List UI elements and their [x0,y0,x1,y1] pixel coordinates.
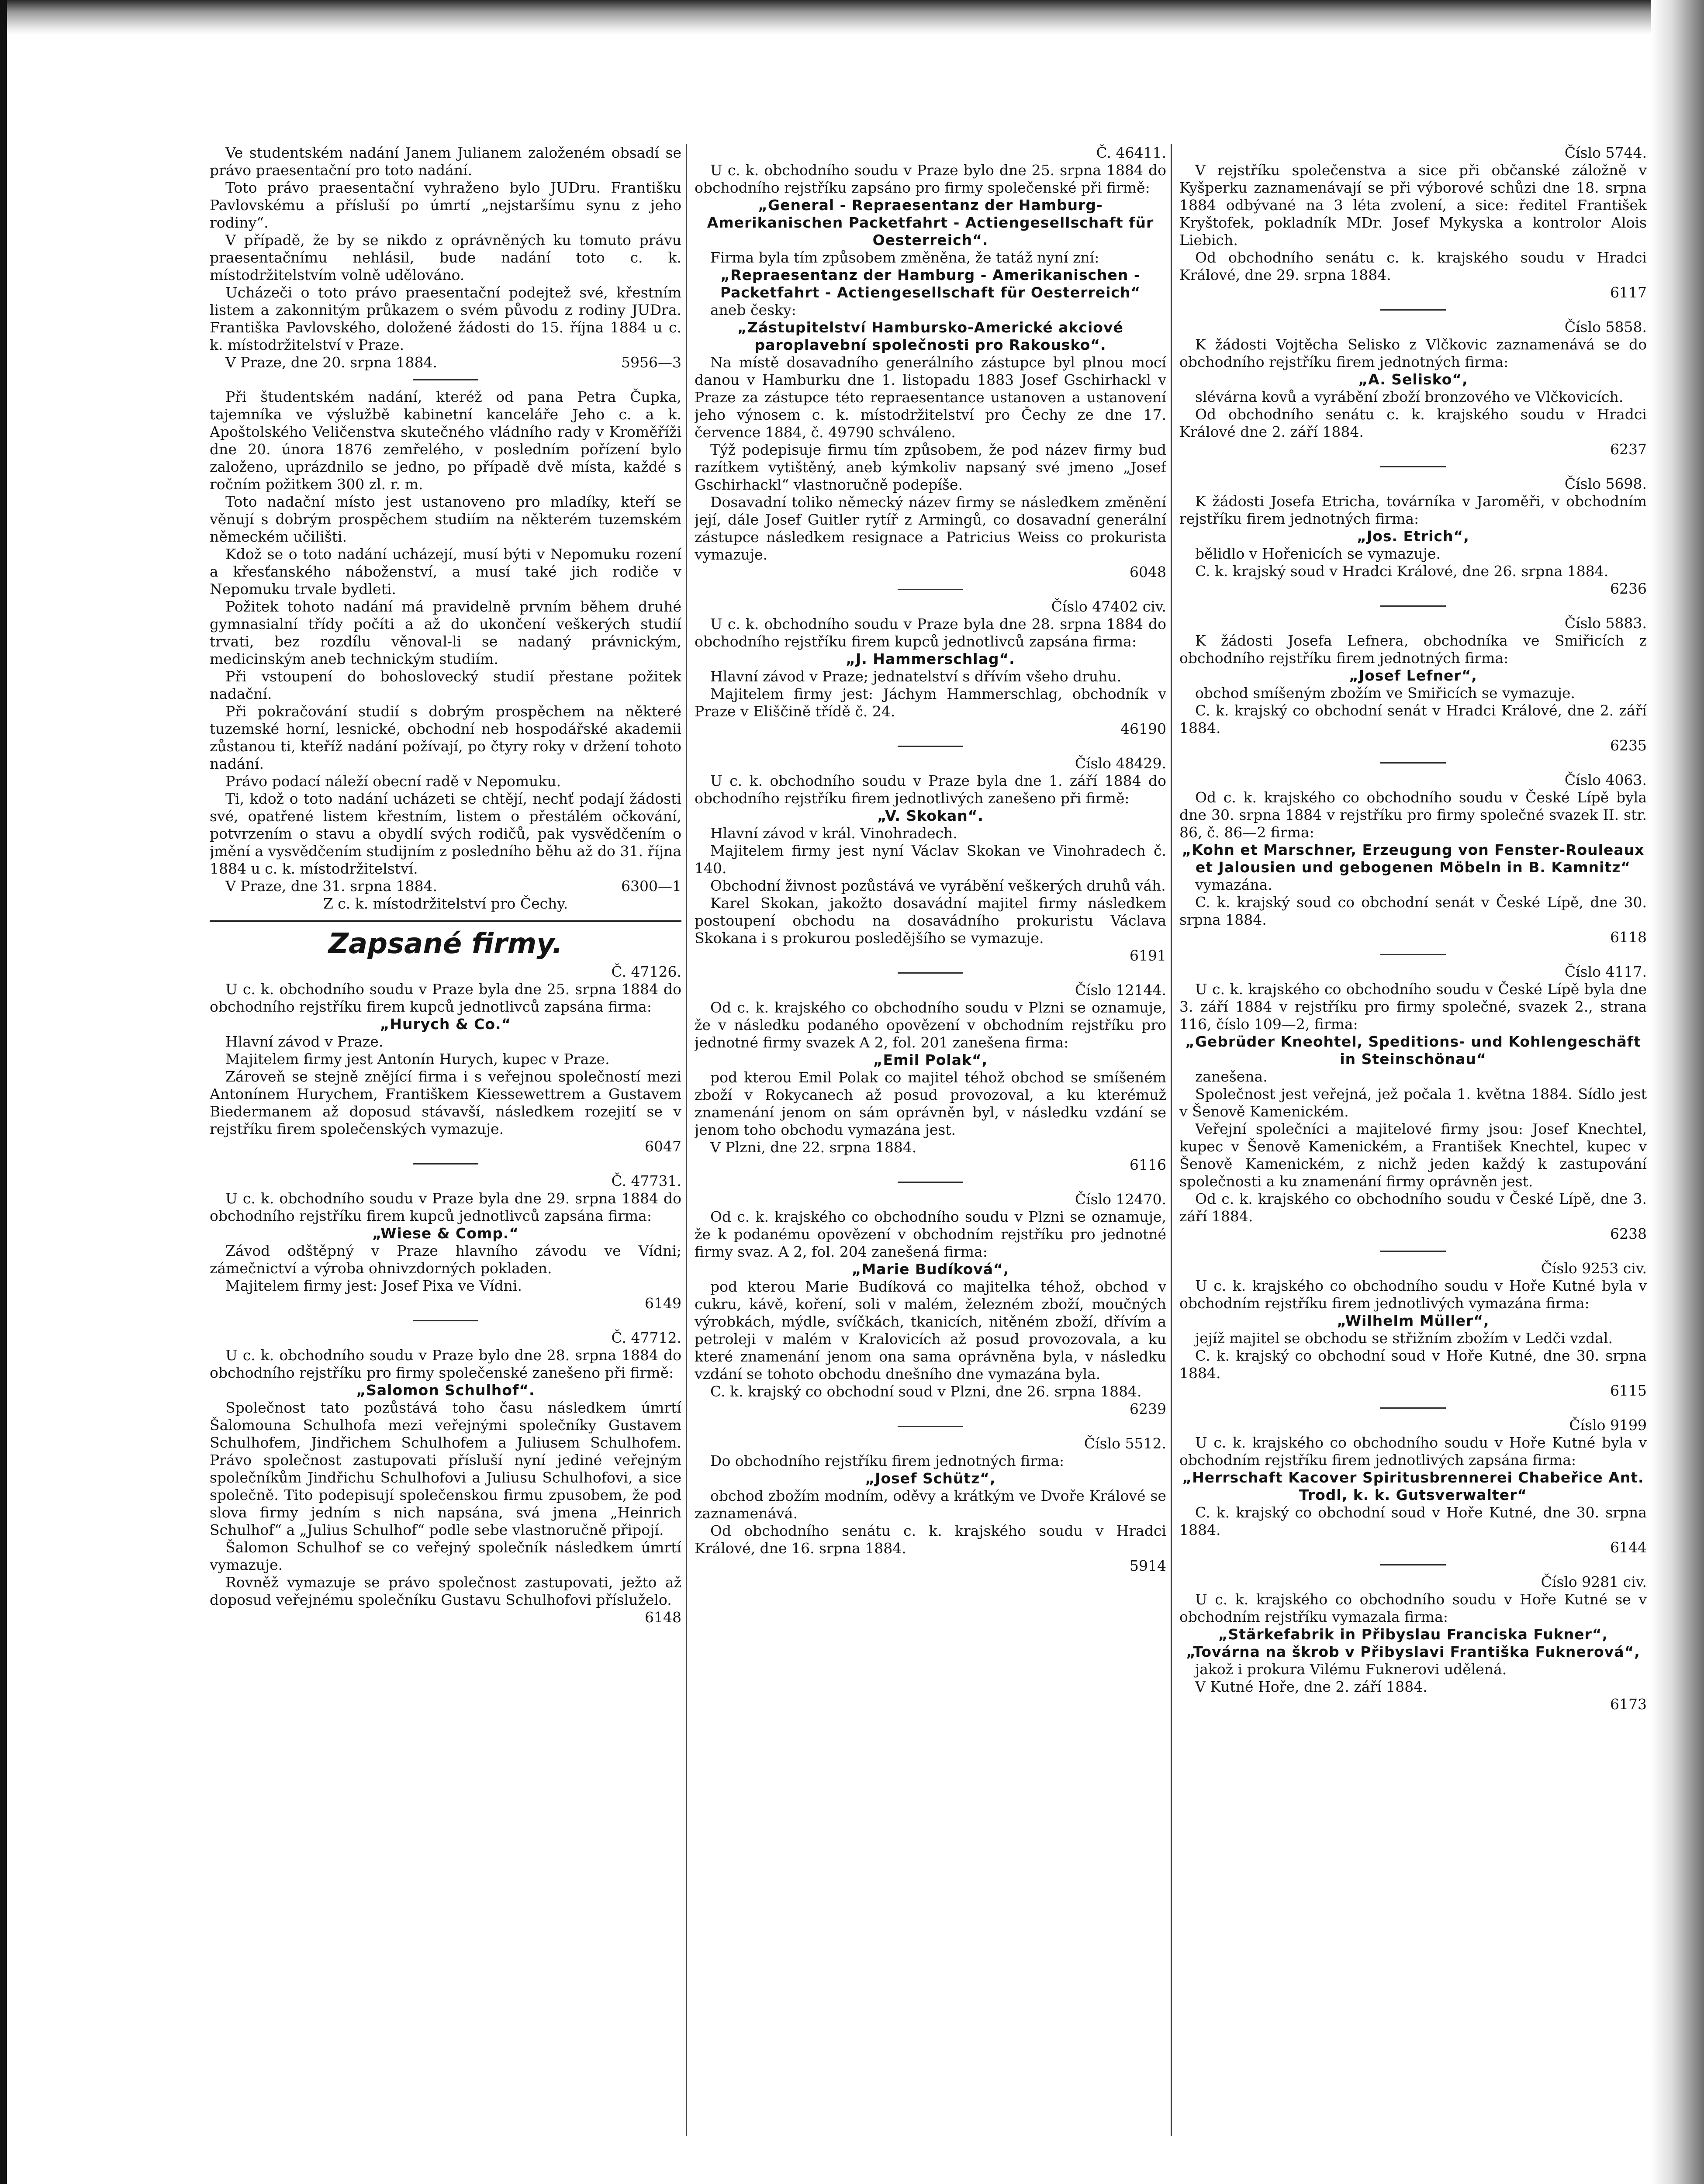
reference-number: 6117 [1610,284,1647,301]
entry-paragraph: U c. k. obchodního soudu v Praze bylo dne 25. srpna 1884 do obchodního rejstříku zapsáno pro firmy společenské při firmě: [695,162,1166,196]
notice-paragraph: Toto právo praesentační vyhraženo bylo JUDru. Františku Pavlovskému a přísluší po úmrtí „nejstaršímu synu z jeho rodiny“. [210,179,681,231]
firm-name: „Stärkefabrik in Přibyslau Franciska Fukner“, [1218,1626,1608,1643]
firm-entry [1179,318,1647,458]
notice-paragraph: Toto nadační místo jest ustanoveno pro mladíky, kteří se věnují s dobrým prospěchem studiím na některém tuzemském německém učilišti. [210,493,681,545]
firm-entry [695,144,1166,581]
firm-name: „Továrna na škrob v Přibyslavi Františka Fuknerová“, [1186,1643,1640,1660]
reference-number: 5956—3 [621,354,681,371]
reference-number: 5914 [1130,1557,1166,1574]
entry-number: Číslo 47402 civ. [1051,598,1166,615]
entry-paragraph: Firma byla tím způsobem změněna, že tatáž nyní zní: [710,249,1099,266]
firm-name: „Josef Schütz“, [865,1470,996,1487]
separator-rule [1380,1407,1446,1409]
notice-paragraph: Ti, kdož o toto nadání ucházeti se chtějí, nechť podají žádosti své, opatřené listem křestním, listem o přestálém očkování, potvrzením o stavu a obydlí svých rodičů, pak vysvědčením o jmění a vysvědčením studijním z posledního běhu až do 31. října 1884 u c. k. místodržitelství. [210,790,681,877]
entry-paragraph: Hlavní závod v Praze. [225,1033,384,1050]
entry-paragraph: Majitelem firmy jest Antonín Hurych, kupec v Praze. [225,1051,610,1068]
column-right [1179,144,1647,2136]
notice-paragraph: Požitek tohoto nadání má pravidelně prvním během druhé gymnasialní třídy počíti a až do ukončení veškerých studií trvati, bez rozdílu věnoval-li se nadaný právnickým, medicinským aneb technickým studiím. [210,598,681,667]
notice-paragraph: Kdož se o toto nadání ucházejí, musí býti v Nepomuku rození a křesťanského náboženství, a musí také jich rodiče v Nepomuku trvale bydleti. [210,546,681,598]
entry-number: Č. 47731. [611,1172,681,1189]
entry-paragraph: Společnost jest veřejná, jež počala 1. května 1884. Sídlo jest v Šenově Kamenickém. [1179,1085,1647,1120]
separator-rule [1380,1251,1446,1252]
notice-paragraph: Při pokračování studií s dobrým prospěchem na některé tuzemské horní, lesnické, obchodní neb hospodářské akademii zůstanou ti, kteříž nadání požívají, po čtyry roky v držení tohoto nadání. [210,703,681,772]
firm-name: „Josef Lefner“, [1349,667,1477,684]
entry-number: Číslo 4117. [1564,963,1647,980]
separator-rule [1380,605,1446,607]
reference-number: 6116 [1130,1156,1166,1173]
entry-paragraph: Veřejní společníci a majitelové firmy jsou: Josef Knechtel, kupec v Šenově Kamenickém, a František Knechtel, kupec v Šenově Kamenickém, z nichž jeden každý k zastupování společnosti a ku znamenání firmy oprávněn jest. [1179,1120,1647,1190]
separator-rule [210,920,681,922]
reference-number: 6239 [1130,1400,1166,1417]
firm-name: „Wiese & Comp.“ [372,1225,519,1242]
firm-entry [1179,1260,1647,1400]
scan-top-shadow [7,0,1704,35]
entry-number: Číslo 5698. [1564,475,1647,492]
firm-entry [695,598,1166,738]
entry-paragraph: Od c. k. krajského co obchodního soudu v Plzni se oznamuje, že v následku podaného opovězení v obchodním rejstříku pro jednotné firmy svazek A 2, fol. 201 zanešena firma: [695,999,1166,1051]
entry-number: Číslo 5744. [1564,144,1647,161]
column-left [210,144,681,2136]
entry-paragraph: jejíž majitel se obchodu se střižním zbožím v Ledči vzdal. [1195,1330,1613,1347]
firm-name: „Marie Budíková“, [851,1261,1009,1278]
notice-paragraph: Ve studentském nadání Janem Julianem založeném obsadí se právo praesentační pro toto nadání. [210,144,681,179]
entry-paragraph: Hlavní závod v král. Vinohradech. [710,825,957,842]
entry-paragraph: obchod smíšeným zbožím ve Smiřicích se vymazuje. [1195,684,1576,702]
firm-entry [1179,615,1647,754]
firm-name: „Jos. Etrich“, [1357,528,1469,545]
entry-number: Číslo 5883. [1564,615,1647,632]
column-divider [1171,144,1172,2136]
reference-number: 6238 [1610,1225,1647,1242]
entry-paragraph: Dosavadní toliko německý název firmy se následkem změnění její, dále Josef Guitler rytíř z Armingů, co dosavadní generální zástupce následkem resignace a Patricius Weiss co prokurista vymazuje. [695,494,1166,563]
issuing-authority: Z c. k. místodržitelství pro Čechy. [323,895,568,912]
entry-paragraph: Závod odštěpný v Praze hlavního závodu ve Vídni; zámečnictví a výroba ohnivzdorných pokladen. [210,1242,681,1277]
separator-rule [1380,954,1446,955]
entry-paragraph: Hlavní závod v Praze; jednatelství s dřívím všeho druhu. [710,668,1122,685]
entry-number: Číslo 4063. [1564,771,1647,788]
entry-number: Číslo 9199 [1569,1417,1647,1434]
entry-paragraph: U c. k. krajského co obchodního soudu v České Lípě byla dne 3. září 1884 v rejstříku pro firmy společné, svazek 2., strana 116, číslo 109—2, firma: [1179,981,1647,1033]
firm-entry [1179,1573,1647,1713]
entry-paragraph: C. k. krajský co obchodní senát v Hradci Králové, dne 2. září 1884. [1179,702,1647,736]
notice-paragraph: V případě, že by se nikdo z oprávněných ku tomuto právu praesentačnímu nehlásil, bude nadání toto c. k. místodržitelstvím volně udělováno. [210,232,681,283]
firm-name: „Kohn et Marschner, Erzeugung von Fenster-Rouleaux et Jalousien und gebogenen Möbeln in B. Kamnitz“ [1182,841,1645,876]
entry-paragraph: Rovněž vymazuje se právo společnost zastupovati, ježto až doposud veřejnému společníku Gustavu Schulhofovi přísluželo. [210,1574,681,1608]
notice-paragraph: Právo podací náleží obecní radě v Nepomuku. [225,773,561,790]
firm-entry [695,1435,1166,1575]
entry-number: Číslo 9253 civ. [1541,1260,1647,1277]
firm-entry [1179,144,1647,301]
entry-paragraph: C. k. krajský co obchodní soud v Hoře Kutné, dne 30. srpna 1884. [1179,1504,1647,1538]
separator-rule [1380,1564,1446,1565]
entry-paragraph: bělidlo v Hořenicích se vymazuje. [1195,545,1441,562]
column-middle [695,144,1166,2136]
entry-paragraph: slévárna kovů a vyrábění zboží bronzového ve Vlčkovicích. [1195,388,1624,405]
reference-number: 6118 [1610,929,1647,946]
entry-paragraph: Od c. k. krajského co obchodního soudu v České Lípě, dne 3. září 1884. [1179,1190,1647,1225]
entry-paragraph: U c. k. obchodního soudu v Praze byla dne 29. srpna 1884 do obchodního rejstříku firem kupců jednotlivců zapsána firma: [210,1190,681,1224]
notice-paragraph: Při vstoupení do bohoslovecký studií přestane požitek nadační. [210,668,681,702]
entry-paragraph: V rejstříku společenstva a sice při občanské záložně v Kyšperku zaznamenávají se při výborové schůzi dne 18. srpna 1884 odbývané na 3 léta zvolení, a sice: ředitel František Kryštofek, pokladník MDr. Josef Mykyska a kontrolor Alois Liebich. [1179,162,1647,249]
entry-number: Č. 47126. [611,963,681,980]
entry-number: Číslo 9281 civ. [1541,1573,1647,1590]
entry-number: Číslo 12144. [1075,981,1166,999]
firm-entry [1179,963,1647,1243]
scholarship-notice [210,144,681,371]
firm-entry [1179,475,1647,598]
entry-paragraph: C. k. krajský co obchodní soud v Hoře Kutné, dne 30. srpna 1884. [1179,1347,1647,1382]
firm-name: „Salomon Schulhof“. [356,1382,535,1399]
entry-paragraph: K žádosti Josefa Etricha, továrníka v Jaroměři, v obchodním rejstříku firem jednotných firma: [1179,493,1647,527]
entry-paragraph: Majitelem firmy jest nyní Václav Skokan ve Vinohradech č. 140. [695,842,1166,877]
entry-paragraph: Na místě dosavadního generálního zástupce byl plnou mocí danou v Hamburku dne 1. listopadu 1883 Josef Gschirhackl v Praze za zástupce této repraesentance ustanoven a ustanovení jeho výnosem c. k. místodržitelství pro Čechy ze dne 17. července 1884, č. 49790 schváleno. [695,354,1166,441]
separator-rule [898,972,963,974]
entry-paragraph: Týž podepisuje firmu tím způsobem, že pod název firmy buď razítkem vytištěný, aneb kýmkoliv napsaný své jmeno „Josef Gschirhackl“ vlastnoručně podepíše. [695,441,1166,493]
entry-paragraph: obchod zbožím modním, oděvy a krátkým ve Dvoře Králové se zaznamenává. [695,1487,1166,1522]
separator-rule [413,1163,478,1165]
firm-name: „General - Repraesentanz der Hamburg-Amerikanischen Packetfahrt - Actiengesellschaft für Oesterreich“. [707,197,1154,249]
entry-number: Číslo 48429. [1075,755,1166,772]
entry-number: Číslo 12470. [1075,1191,1166,1208]
scan-left-border [0,0,7,2184]
scan-right-shadow [1651,0,1704,2184]
separator-rule [1380,309,1446,311]
entry-paragraph: Od obchodního senátu c. k. krajského soudu v Hradci Králové dne 2. září 1884. [1179,406,1647,440]
entry-paragraph: Společnost tato pozůstává toho času následkem úmrtí Šalomouna Schulhofa mezi veřejnými společníky Gustavem Schulhofem, Jindřichem Schulhofem a Juliusem Schulhofem. Právo společnost zastupovati přísluší nyní jediné veřejným společníkům Jindřichu Schulhofovi a Juliusu Schulhofovi, a sice společně. Tito podepisují společenskou firmu zpusobem, že pod slova firmy jedním s nich napsána, svá jmena „Heinrich Schulhof“ a „Julius Schulhof“ podle sebe vlastnoručně připojí. [210,1399,681,1538]
firm-entry [1179,1417,1647,1556]
entry-paragraph: Majitelem firmy jest: Jáchym Hammerschlag, obchodník v Praze v Eliščině třídě č. 24. [695,685,1166,720]
firm-name: „J. Hammerschlag“. [846,650,1015,667]
entry-paragraph: C. k. krajský soud co obchodní senát v České Lípě, dne 30. srpna 1884. [1179,894,1647,928]
entry-paragraph: pod kterou Marie Budíková co majitelka téhož, obchod v cukru, kávě, koření, soli v malém, železném zboží, moučných výrobkách, mýdle, svíčkách, tkanicích, nitěném zboží, dřívím a petroleji v malém v Kralovicích až posud provozovala, a ku které znamenání jenom ona sama oprávněna byla, v následku vzdání se tohoto obchodu dnešního dne vymazána byla. [695,1278,1166,1382]
firm-name: „Repraesentanz der Hamburg - Amerikanischen - Packetfahrt - Actiengesellschaft für Oesterreich“ [720,266,1141,301]
reference-number: 6191 [1130,947,1166,964]
entry-paragraph: U c. k. obchodního soudu v Praze byla dne 25. srpna 1884 do obchodního rejstříku firem kupců jednotlivců zapsána firma: [210,981,681,1015]
scholarship-notice [210,388,681,912]
entry-paragraph: U c. k. krajského co obchodního soudu v Hoře Kutné se v obchodním rejstříku vymazala firma: [1179,1591,1647,1625]
firm-name: „Hurych & Co.“ [380,1016,512,1033]
entry-paragraph: Karel Skokan, jakožto dosavádní majitel firmy následkem postoupení obchodu na dosavádního prokuristu Václava Skokana i s prokurou posledějšího se vymazuje. [695,895,1166,947]
entry-paragraph: Šalomon Schulhof se co veřejný společník následkem úmrtí vymazuje. [210,1539,681,1573]
notice-paragraph: Při študentském nadání, kteréž od pana Petra Čupka, tajemníka ve výslužbě kabinetní kanceláře Jeho c. a k. Apoštolského Veličenstva skutečného vládního rady v Kroměříži dne 20. února 1876 zemřelého, v posledním pořízení bylo založeno, uprázdnilo se jedno, po případě dvě místa, každé s ročním požitkem 300 zl. r. m. [210,388,681,493]
firm-name: „Wilhelm Müller“, [1337,1312,1490,1329]
entry-paragraph: Od c. k. krajského co obchodního soudu v Plzni se oznamuje, že k podanému opovězení v obchodním rejstříku pro jednotné firmy svaz. A 2, fol. 204 zanešená firma: [695,1208,1166,1260]
entry-paragraph: Zároveň se stejně znějící firma i s veřejnou společností mezi Antonínem Hurychem, Františkem Kiessewettrem a Gustavem Biedermanem až doposud stávavší, následkem rozejití se v rejstříku firem společenských vymazuje. [210,1068,681,1137]
entry-paragraph: U c. k. obchodního soudu v Praze byla dne 28. srpna 1884 do obchodního rejstříku firem kupců jednotlivců zapsána firma: [695,615,1166,650]
entry-paragraph: U c. k. krajského co obchodního soudu v Hoře Kutné byla v obchodním rejstříku firem jednotlivých vymazána firma: [1179,1277,1647,1312]
notice-date: V Praze, dne 31. srpna 1884. [225,878,437,895]
reference-number: 46190 [1120,720,1166,737]
firm-entry [1179,771,1647,946]
reference-number: 6115 [1610,1382,1647,1399]
notice-date: V Praze, dne 20. srpna 1884. [225,354,437,371]
entry-number: Číslo 5858. [1564,318,1647,335]
entry-paragraph: Od obchodního senátu c. k. krajského soudu v Hradci Králové, dne 16. srpna 1884. [695,1522,1166,1557]
reference-number: 6148 [645,1609,681,1626]
entry-paragraph: Od c. k. krajského co obchodního soudu v České Lípě byla dne 30. srpna 1884 v rejstříku pro firmy společné svazek II. str. 86, č. 86—2 firma: [1179,789,1647,841]
entry-paragraph: jakož i prokura Vilému Fuknerovi udělená. [1195,1661,1507,1678]
reference-number: 6047 [645,1138,681,1155]
firm-name: „A. Selisko“, [1358,371,1468,388]
reference-number: 6300—1 [621,878,681,895]
separator-rule [413,379,478,380]
entry-paragraph: C. k. krajský co obchodní soud v Plzni, dne 26. srpna 1884. [710,1383,1142,1400]
column-divider [686,144,687,2136]
entry-paragraph: V Kutné Hoře, dne 2. září 1884. [1195,1678,1427,1695]
firm-name: „Gebrüder Kneohtel, Speditions- und Kohlengeschäft in Steinschönau“ [1185,1033,1641,1068]
firm-entry [210,963,681,1155]
entry-paragraph: U c. k. krajského co obchodního soudu v Hoře Kutné byla v obchodním rejstříku firem jednotlivých zapsána firma: [1179,1434,1647,1469]
reference-number: 6149 [645,1295,681,1312]
section-title: Zapsané firmy. [328,928,563,960]
entry-number: Č. 47712. [611,1329,681,1346]
firm-name: „V. Skokan“. [877,807,984,824]
firm-entry [695,755,1166,964]
entry-paragraph: K žádosti Vojtěcha Selisko z Vlčkovic zaznamenává se do obchodního rejstříku firem jednotných firma: [1179,336,1647,370]
entry-paragraph: aneb česky: [710,301,796,318]
separator-rule [898,746,963,747]
reference-number: 6236 [1610,580,1647,597]
firm-name: „Zástupitelství Hambursko-Americké akciové paroplavební společnosti pro Rakousko“. [737,319,1123,353]
entry-paragraph: pod kterou Emil Polak co majitel téhož obchod se smíšeném zboží v Rokycanech až posud provozoval, a ku kterémuž znamenání jenom on sám oprávněn byl, v následku vzdání se jenom toho obchodu vymazána jest. [695,1069,1166,1138]
separator-rule [1380,466,1446,467]
entry-number: Č. 46411. [1096,144,1166,161]
firm-name: „Emil Polak“, [873,1051,988,1068]
entry-paragraph: C. k. krajský soud v Hradci Králové, dne 26. srpna 1884. [1195,563,1609,580]
firm-entry [695,1191,1166,1418]
entry-paragraph: Do obchodního rejstříku firem jednotných firma: [710,1452,1065,1469]
entry-paragraph: vymazána. [1195,876,1272,893]
firm-name: „Herrschaft Kacover Spiritusbrennerei Chabeřice Ant. Trodl, k. k. Gutsverwalter“ [1182,1469,1644,1503]
reference-number: 6237 [1610,441,1647,458]
entry-paragraph: Od obchodního senátu c. k. krajského soudu v Hradci Králové, dne 29. srpna 1884. [1179,249,1647,283]
firm-entry [210,1172,681,1312]
firm-entry [210,1329,681,1626]
notice-signature [210,878,681,895]
firm-entry [695,981,1166,1174]
separator-rule [898,1426,963,1427]
reference-number: 6048 [1130,563,1166,581]
entry-paragraph: K žádosti Josefa Lefnera, obchodníka ve Smiřicích z obchodního rejstříku firem jednotných firma: [1179,632,1647,667]
reference-number: 6235 [1610,737,1647,754]
separator-rule [1380,762,1446,764]
notice-paragraph: Ucházeči o toto právo praesentační podejtež své, křestním listem a zakonnitým průkazem o svém původu z rodiny JUDra. Františka Pavlovského, doložené žádosti do 15. října 1884 u c. k. místodržitelství v Praze. [210,284,681,353]
reference-number: 6144 [1610,1539,1647,1556]
entry-paragraph: zanešena. [1195,1068,1268,1085]
notice-signature [210,354,681,371]
entry-paragraph: Majitelem firmy jest: Josef Pixa ve Vídni. [225,1277,522,1294]
entry-signature: V Plzni, dne 22. srpna 1884. [710,1139,917,1156]
entry-paragraph: U c. k. obchodního soudu v Praze bylo dne 28. srpna 1884 do obchodního rejstříku pro firmy společenské zanešeno při firmě: [210,1347,681,1381]
separator-rule [898,1182,963,1183]
reference-number: 6173 [1610,1696,1647,1713]
entry-paragraph: U c. k. obchodního soudu v Praze byla dne 1. září 1884 do obchodního rejstříku firem jednotlivých zanešeno při firmě: [695,772,1166,807]
entry-paragraph: Obchodní živnost pozůstává ve vyrábění veškerých druhů váh. [710,877,1166,894]
separator-rule [898,589,963,590]
separator-rule [413,1320,478,1321]
entry-number: Číslo 5512. [1084,1435,1166,1452]
